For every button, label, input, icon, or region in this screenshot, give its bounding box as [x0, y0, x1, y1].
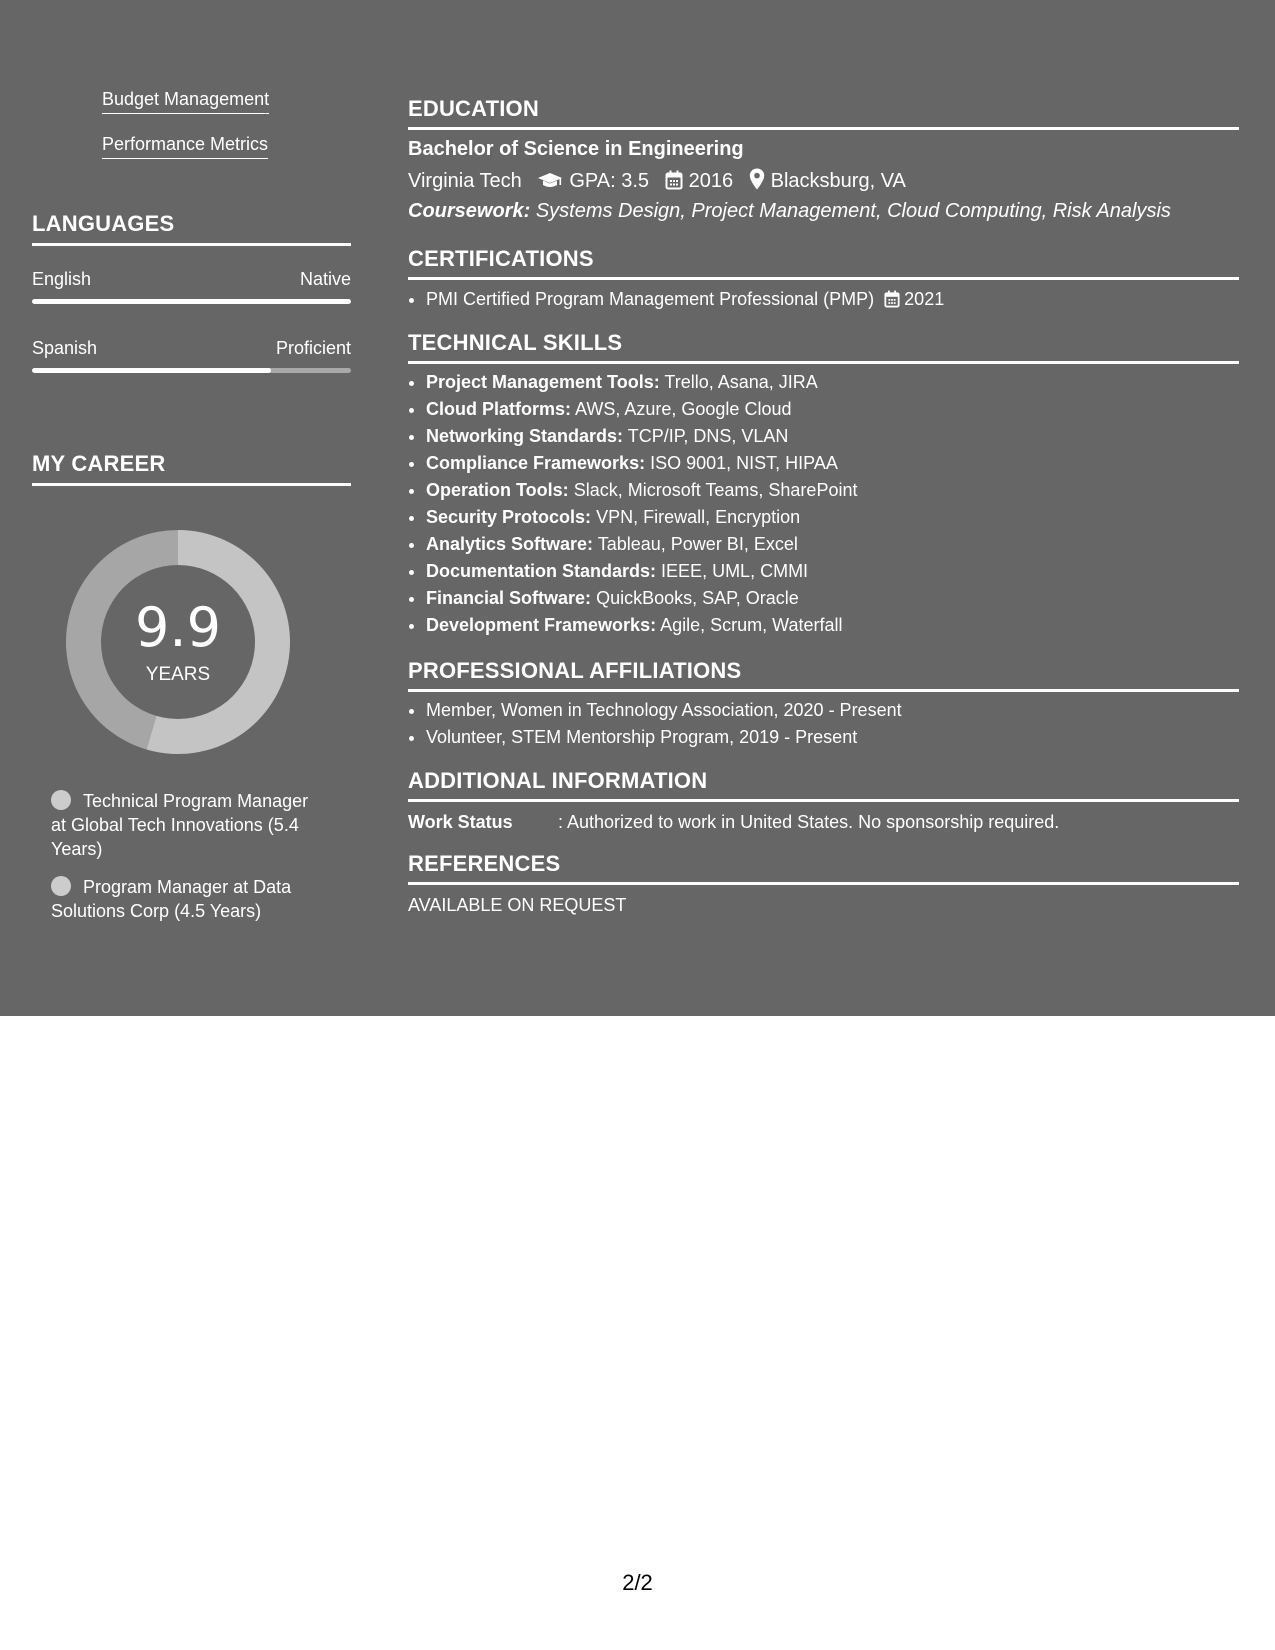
skill-label: Analytics Software:: [426, 534, 594, 554]
career-item-text: Program Manager at Data Solutions Corp (4.5 Years): [51, 877, 292, 921]
list-item: [426, 396, 1239, 423]
skill-value: Agile, Scrum, Waterfall: [660, 615, 843, 635]
technical-skills-title: TECHNICAL SKILLS: [408, 330, 1239, 364]
skill-value: VPN, Firewall, Encryption: [596, 507, 801, 527]
work-status-row: [408, 811, 1239, 833]
skill-value: IEEE, UML, CMMI: [661, 561, 809, 581]
certifications-list: [408, 286, 1239, 313]
skill-value: QuickBooks, SAP, Oracle: [596, 588, 799, 608]
career-total-years: 9.9: [135, 596, 221, 659]
language-row-english: [32, 268, 351, 290]
language-bar-spanish: [32, 368, 351, 373]
education-gpa: GPA: 3.5: [569, 170, 650, 192]
language-name: English: [32, 269, 92, 289]
language-bar-fill: [32, 299, 351, 304]
page-number: 2/2: [622, 1570, 653, 1595]
languages-title: LANGUAGES: [32, 211, 351, 246]
calendar-icon: [884, 290, 900, 308]
education-location: Blacksburg, VA: [770, 170, 906, 192]
skill-label: Documentation Standards:: [426, 561, 657, 581]
references-title: REFERENCES: [408, 851, 1239, 885]
list-item: [426, 504, 1239, 531]
education-degree: Bachelor of Science in Engineering: [408, 138, 744, 160]
list-item: [426, 450, 1239, 477]
skill-value: TCP/IP, DNS, VLAN: [627, 426, 789, 446]
language-level: Native: [299, 269, 351, 289]
certification-year: 2021: [904, 289, 945, 309]
skill-label: Project Management Tools:: [426, 372, 660, 392]
certification-name: PMI Certified Program Management Professional (PMP): [426, 289, 875, 309]
list-item: [426, 286, 1239, 313]
additional-info-title: ADDITIONAL INFORMATION: [408, 768, 1239, 802]
technical-skills-list: [408, 369, 1239, 639]
skill-label: Compliance Frameworks:: [426, 453, 646, 473]
career-item: [51, 789, 321, 861]
career-title: MY CAREER: [32, 451, 351, 486]
skill-value: Trello, Asana, JIRA: [664, 372, 818, 392]
career-legend-dot: [51, 876, 71, 896]
graduation-cap-icon: [537, 172, 563, 190]
skill-value: ISO 9001, NIST, HIPAA: [650, 453, 838, 473]
skill-label: Security Protocols:: [426, 507, 592, 527]
affiliations-list: [408, 697, 1239, 751]
info-key: Work Status: [408, 812, 513, 832]
skill-label: Financial Software:: [426, 588, 592, 608]
calendar-icon: [665, 170, 683, 190]
skill-tag-performance-metrics: Performance Metrics: [102, 133, 268, 159]
career-total-unit: YEARS: [145, 664, 211, 685]
language-bar-fill: [32, 368, 271, 373]
education-meta: [408, 168, 1239, 193]
language-row-spanish: [32, 337, 351, 359]
coursework-list: Systems Design, Project Management, Cloud Computing, Risk Analysis: [535, 200, 1171, 222]
list-item: [426, 585, 1239, 612]
list-item: [426, 558, 1239, 585]
skill-value: Tableau, Power BI, Excel: [597, 534, 798, 554]
education-coursework: [408, 199, 1239, 223]
career-item: [51, 875, 321, 923]
career-item-text: Technical Program Manager at Global Tech Innovations (5.4 Years): [51, 791, 309, 859]
skill-label: Operation Tools:: [426, 480, 569, 500]
list-item: • Member, Women in Technology Association, 2020 - Present: [426, 697, 1239, 724]
certifications-title: CERTIFICATIONS: [408, 246, 1239, 280]
list-item: [426, 612, 1239, 639]
references-text: AVAILABLE ON REQUEST: [408, 895, 627, 915]
skill-label: Networking Standards:: [426, 426, 624, 446]
location-pin-icon: [749, 168, 765, 190]
list-item: [426, 477, 1239, 504]
language-name: Spanish: [32, 338, 98, 358]
education-year: 2016: [688, 170, 734, 192]
career-legend-dot: [51, 790, 71, 810]
skill-value: Slack, Microsoft Teams, SharePoint: [573, 480, 858, 500]
skill-label: Development Frameworks:: [426, 615, 657, 635]
list-item: • Volunteer, STEM Mentorship Program, 2019 - Present: [426, 724, 1239, 751]
affiliations-title: PROFESSIONAL AFFILIATIONS: [408, 658, 1239, 692]
coursework-label: Coursework:: [408, 200, 531, 222]
skill-tag-budget-management: Budget Management: [102, 88, 269, 114]
language-level: Proficient: [275, 338, 351, 358]
list-item: [426, 531, 1239, 558]
language-bar-english: [32, 299, 351, 304]
education-title: EDUCATION: [408, 96, 1239, 130]
skill-label: Cloud Platforms:: [426, 399, 572, 419]
info-value: : Authorized to work in United States. No sponsorship required.: [558, 812, 1060, 832]
skill-value: AWS, Azure, Google Cloud: [575, 399, 792, 419]
list-item: [426, 423, 1239, 450]
list-item: [426, 369, 1239, 396]
education-school: Virginia Tech: [408, 170, 522, 192]
